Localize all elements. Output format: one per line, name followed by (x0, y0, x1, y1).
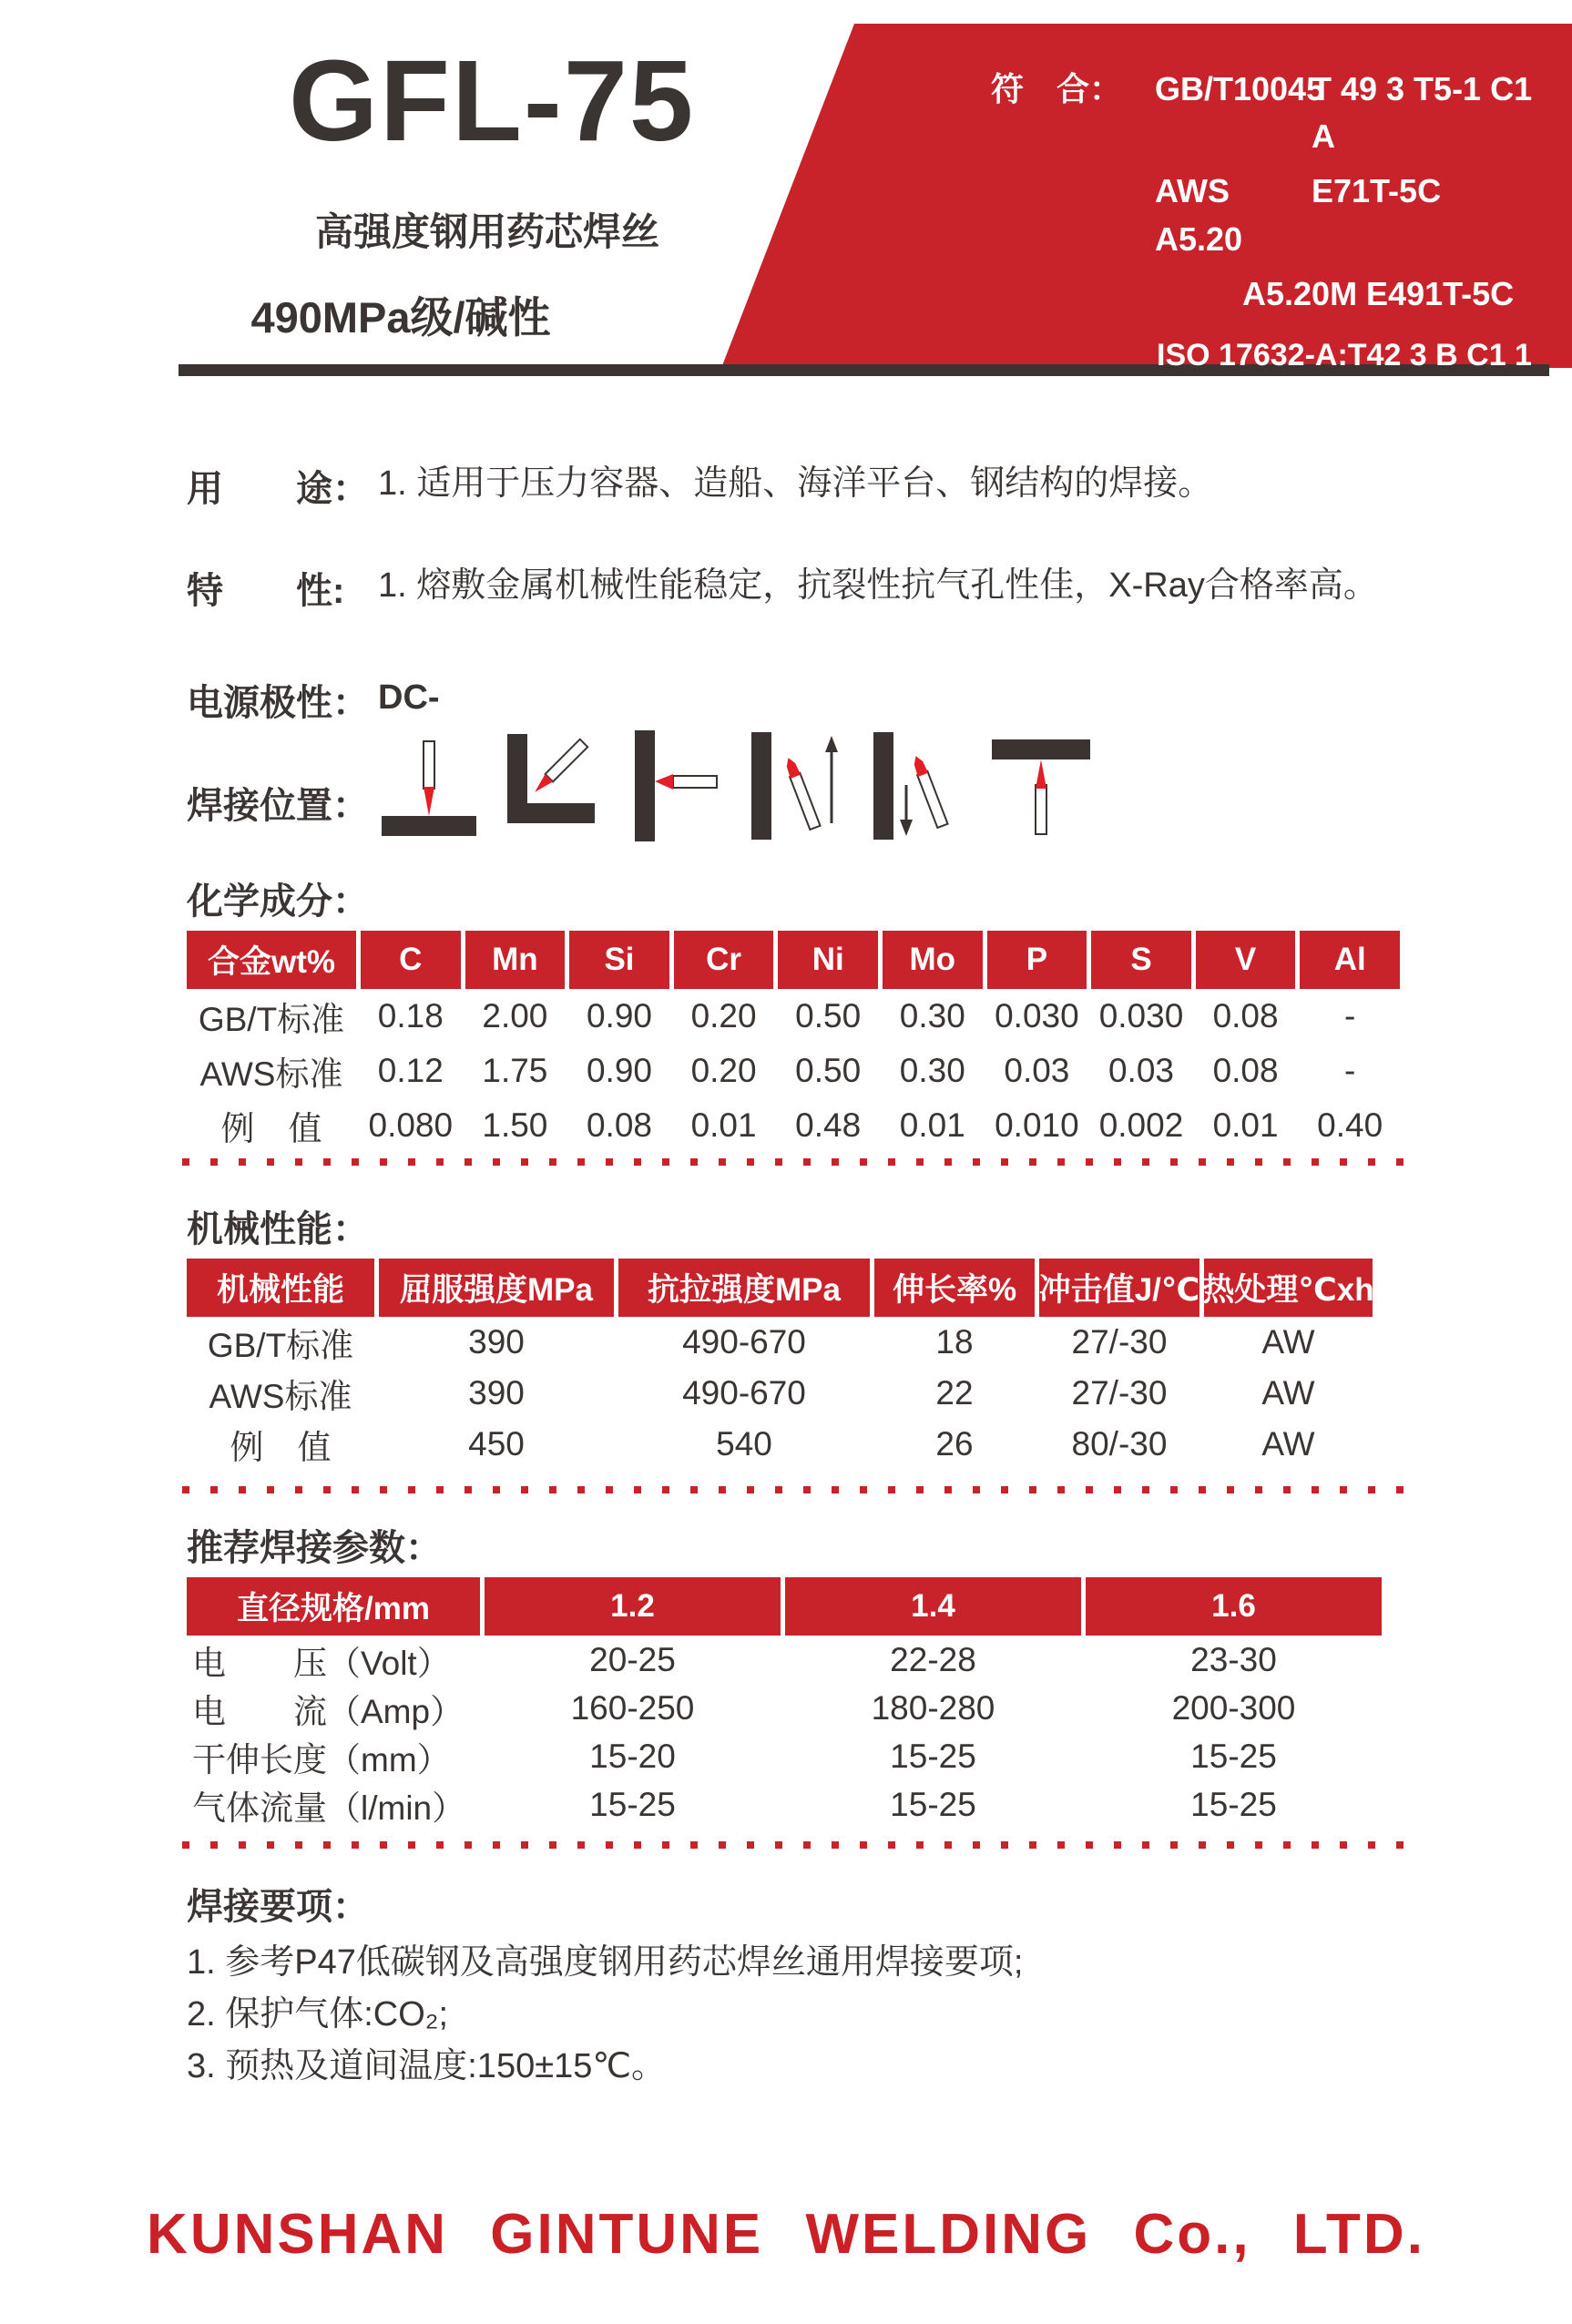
param-value-cell: 15-25 (589, 1785, 676, 1823)
parameters-table (187, 1577, 1382, 1829)
mechanical-heading: 机械性能： (187, 1209, 369, 1249)
compliance-iso-a: ISO 17632-A:T42 3 B C1 1 (1157, 337, 1532, 372)
position-overhead-icon (988, 729, 1096, 845)
param-row-name: 电 压（Volt） (192, 1644, 451, 1682)
chem-value-cell: 0.20 (690, 997, 757, 1035)
chem-value-cell: 0.01 (690, 1106, 757, 1144)
feature-label: 特 性: (187, 571, 345, 611)
position-fillet-icon (500, 729, 607, 845)
param-row-name: 电 流（Amp） (192, 1692, 464, 1730)
usage-text: 1. 适用于压力容器、造船、海洋平台、钢结构的焊接。 (378, 464, 1213, 503)
param-header-cell: 直径规格/mm (187, 1577, 480, 1636)
param-value-cell: 15-25 (1190, 1737, 1277, 1775)
param-value-cell: 160-250 (570, 1688, 695, 1727)
compliance-label: 符 合： (991, 70, 1123, 107)
parameters-heading: 推荐焊接参数： (187, 1528, 442, 1568)
param-header-cell: 1.4 (785, 1577, 1081, 1636)
chem-header-cell: Si (569, 931, 669, 989)
dotted-divider (182, 1841, 1407, 1849)
param-value-cell: 15-25 (1190, 1785, 1277, 1823)
chem-row-name: 例 值 (220, 1110, 322, 1147)
chem-value-cell: 0.030 (1098, 997, 1184, 1035)
company-name: KUNSHAN GINTUNE WELDING Co., LTD. (147, 2203, 1425, 2266)
chem-value-cell: 0.48 (795, 1106, 862, 1144)
usage-section (187, 460, 1516, 512)
mech-header-cell: 抗拉强度MPa (618, 1259, 870, 1317)
chem-value-cell: 2.00 (482, 997, 548, 1035)
product-grade: 490MPa级/碱性 (250, 293, 551, 341)
mech-row-name: 例 值 (230, 1429, 332, 1466)
param-header-cell: 1.6 (1086, 1577, 1382, 1636)
param-value-cell: 15-20 (589, 1737, 676, 1775)
mech-value-cell: 22 (935, 1374, 974, 1412)
chem-header-cell: Ni (778, 931, 878, 989)
compliance-iso-b: ISO 17632-B:T493T5-1C1-A (1157, 387, 1532, 472)
mech-value-cell: 390 (468, 1323, 525, 1361)
chem-header-cell: Al (1300, 931, 1400, 989)
compliance-class: A5.20M E491T-5C (1242, 274, 1515, 312)
chem-header-cell: 合金wt% (187, 931, 356, 989)
mech-value-cell: AW (1261, 1425, 1315, 1463)
polarity-value: DC- (378, 678, 440, 717)
note-item: 2. 保护气体:CO₂; (187, 1995, 449, 2034)
mech-value-cell: 540 (716, 1425, 772, 1463)
product-title: GFL-75 (288, 36, 696, 165)
chem-header-cell: S (1091, 931, 1191, 989)
chem-value-cell: 0.12 (377, 1052, 444, 1089)
compliance-block (991, 66, 1537, 479)
chem-value-cell: 0.08 (1212, 997, 1279, 1035)
param-value-cell: 22-28 (890, 1640, 976, 1678)
chem-header-cell: C (361, 931, 461, 989)
chem-row-name: AWS标准 (199, 1055, 343, 1093)
chem-value-cell: - (1344, 997, 1356, 1035)
feature-section (187, 562, 1516, 614)
chem-value-cell: 0.50 (795, 997, 862, 1035)
chem-row-name: GB/T标准 (198, 1001, 345, 1038)
chem-header-cell: P (987, 931, 1087, 989)
position-vertical-down-icon (866, 729, 974, 845)
chem-value-cell: 1.50 (482, 1106, 548, 1144)
mech-header-cell: 伸长率% (874, 1259, 1035, 1317)
polarity-label: 电源极性： (187, 683, 369, 723)
mech-value-cell: 490-670 (682, 1374, 806, 1412)
position-vertical-up-icon (744, 729, 852, 845)
param-header-cell: 1.2 (485, 1577, 781, 1636)
notes-heading: 焊接要项： (187, 1887, 369, 1927)
mech-row-name: GB/T标准 (207, 1327, 354, 1364)
chem-value-cell: 0.50 (795, 1052, 862, 1089)
mech-header-cell: 屈服强度MPa (379, 1259, 614, 1317)
param-value-cell: 15-25 (890, 1737, 976, 1775)
chemistry-heading: 化学成分： (187, 882, 369, 922)
mech-value-cell: 18 (935, 1323, 974, 1361)
chem-value-cell: 0.030 (995, 997, 1079, 1035)
mech-row-name: AWS标准 (209, 1378, 352, 1415)
position-flat-icon (378, 729, 485, 845)
positions-label: 焊接位置： (187, 786, 369, 826)
chem-value-cell: 0.20 (690, 1052, 757, 1089)
param-value-cell: 180-280 (871, 1688, 995, 1727)
chem-value-cell: 0.90 (586, 997, 652, 1035)
compliance-std: GB/T10045 (1155, 70, 1325, 107)
chem-value-cell: 0.01 (1212, 1106, 1279, 1144)
feature-text: 1. 熔敷金属机械性能稳定，抗裂性抗气孔性佳，X-Ray合格率高。 (378, 566, 1378, 605)
chem-value-cell: 0.90 (586, 1052, 652, 1089)
chem-value-cell: 0.30 (899, 997, 965, 1035)
chem-value-cell: 0.03 (1004, 1052, 1070, 1089)
chem-value-cell: 0.30 (899, 1052, 965, 1089)
chem-header-cell: V (1196, 931, 1296, 989)
chem-value-cell: 0.08 (586, 1106, 652, 1144)
position-horizontal-icon (622, 729, 730, 845)
positions-section (187, 729, 1516, 845)
note-item: 3. 预热及道间温度:150±15℃。 (187, 2047, 667, 2085)
dotted-divider (182, 1158, 1407, 1166)
polarity-section (187, 674, 1516, 726)
param-value-cell: 23-30 (1190, 1640, 1277, 1678)
mech-value-cell: 80/-30 (1071, 1425, 1168, 1463)
chem-value-cell: 0.002 (1098, 1106, 1184, 1144)
mech-value-cell: AW (1261, 1374, 1315, 1412)
mech-header-cell: 热处理℃xh (1204, 1259, 1373, 1317)
chem-value-cell: 0.080 (368, 1106, 454, 1144)
chem-value-cell: 1.75 (482, 1052, 548, 1089)
mech-value-cell: 390 (468, 1374, 525, 1412)
chem-value-cell: 0.010 (995, 1106, 1079, 1144)
chem-header-cell: Mo (883, 931, 983, 989)
chem-value-cell: 0.01 (899, 1106, 965, 1144)
mech-header-cell: 冲击值J/℃ (1039, 1259, 1199, 1317)
chem-value-cell: 0.03 (1108, 1052, 1174, 1089)
mechanical-table (187, 1259, 1373, 1470)
chemistry-table (187, 931, 1400, 1153)
compliance-class: E71T-5C (1312, 172, 1442, 210)
chem-header-cell: Mn (465, 931, 566, 989)
notes-section (187, 1878, 1516, 2093)
compliance-class: T 49 3 T5-1 C1 A (1312, 70, 1533, 156)
note-item: 1. 参考P47低碳钢及高强度钢用药芯焊丝通用焊接要项; (187, 1943, 1024, 1982)
chem-header-cell: Cr (674, 931, 774, 989)
mech-value-cell: 490-670 (682, 1323, 806, 1361)
mech-value-cell: 450 (468, 1425, 525, 1463)
chem-value-cell: 0.40 (1317, 1106, 1383, 1144)
param-row-name: 干伸长度（mm） (192, 1740, 451, 1779)
dotted-divider (182, 1486, 1407, 1493)
mech-value-cell: 26 (935, 1425, 974, 1463)
mech-header-cell: 机械性能 (187, 1259, 374, 1317)
chem-value-cell: 0.08 (1212, 1052, 1279, 1089)
compliance-std: AWS A5.20 (1155, 172, 1243, 258)
param-row-name: 气体流量（l/min） (192, 1789, 466, 1827)
product-subtitle: 高强度钢用药芯焊丝 (314, 210, 659, 253)
param-value-cell: 200-300 (1171, 1688, 1296, 1727)
positions-icons (378, 729, 1110, 845)
param-value-cell: 20-25 (589, 1640, 676, 1678)
param-value-cell: 15-25 (890, 1785, 976, 1823)
mech-value-cell: AW (1261, 1323, 1315, 1361)
mech-value-cell: 27/-30 (1071, 1323, 1168, 1361)
mech-value-cell: 27/-30 (1071, 1374, 1168, 1412)
chem-value-cell: 0.18 (377, 997, 444, 1035)
chem-value-cell: - (1344, 1052, 1356, 1089)
usage-label: 用 途： (187, 469, 369, 509)
